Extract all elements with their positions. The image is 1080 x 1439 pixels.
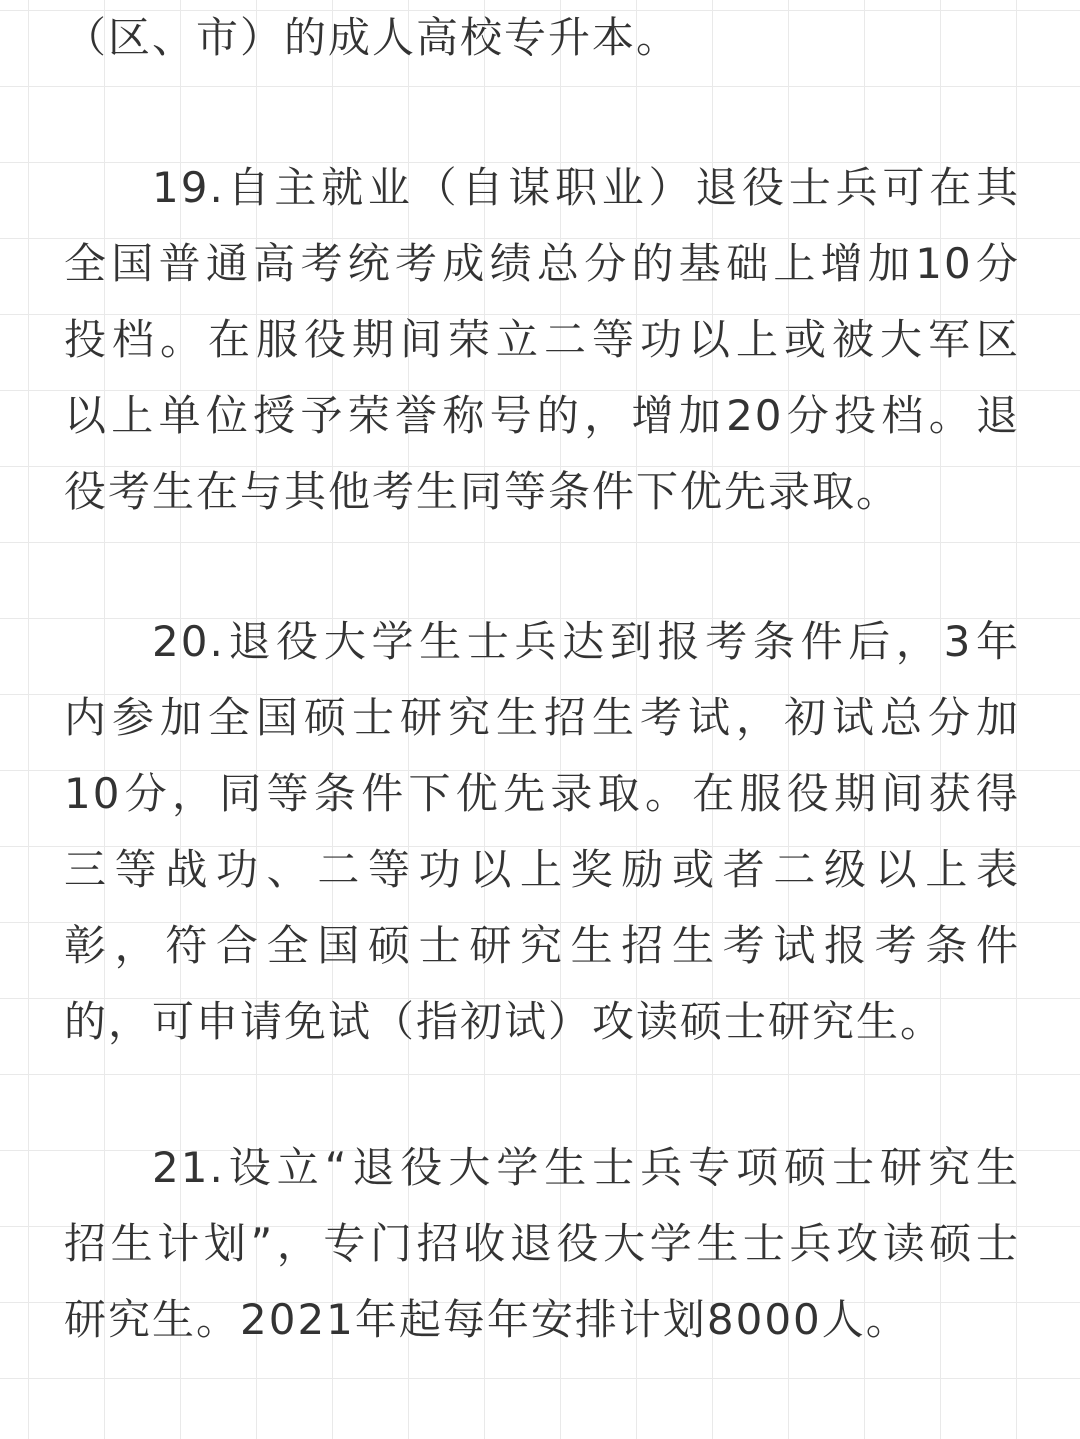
text-line: 全国普通高考统考成绩总分的基础上增加10分 (64, 239, 1020, 288)
paragraph-item-19 (64, 150, 1020, 530)
text-line: 研究生。2021年起每年安排计划8000人。 (64, 1295, 910, 1344)
text-line: 10分，同等条件下优先录取。在服役期间获得 (64, 769, 1020, 818)
text-line: 投档。在服役期间荣立二等功以上或被大军区 (64, 315, 1020, 364)
paragraph-continuation (64, 0, 1020, 76)
text-line: 内参加全国硕士研究生招生考试，初试总分加 (64, 693, 1020, 742)
paragraph-item-20 (64, 604, 1020, 1060)
text-line: 21.设立“退役大学生士兵专项硕士研究生 (152, 1143, 1020, 1192)
text-line: 招生计划”，专门招收退役大学生士兵攻读硕士 (64, 1219, 1020, 1268)
text-line: 19.自主就业（自谋职业）退役士兵可在其 (152, 163, 1020, 212)
text-line: 彰，符合全国硕士研究生招生考试报考条件 (64, 921, 1020, 970)
text-line: 的，可申请免试（指初试）攻读硕士研究生。 (64, 997, 945, 1046)
text-line: 三等战功、二等功以上奖励或者二级以上表 (64, 845, 1020, 894)
text-line: （区、市）的成人高校专升本。 (64, 13, 681, 62)
text-line: 役考生在与其他考生同等条件下优先录取。 (64, 467, 901, 516)
text-line: 20.退役大学生士兵达到报考条件后，3年 (152, 617, 1020, 666)
paragraph-item-21 (64, 1130, 1020, 1358)
text-line: 以上单位授予荣誉称号的，增加20分投档。退 (64, 391, 1020, 440)
